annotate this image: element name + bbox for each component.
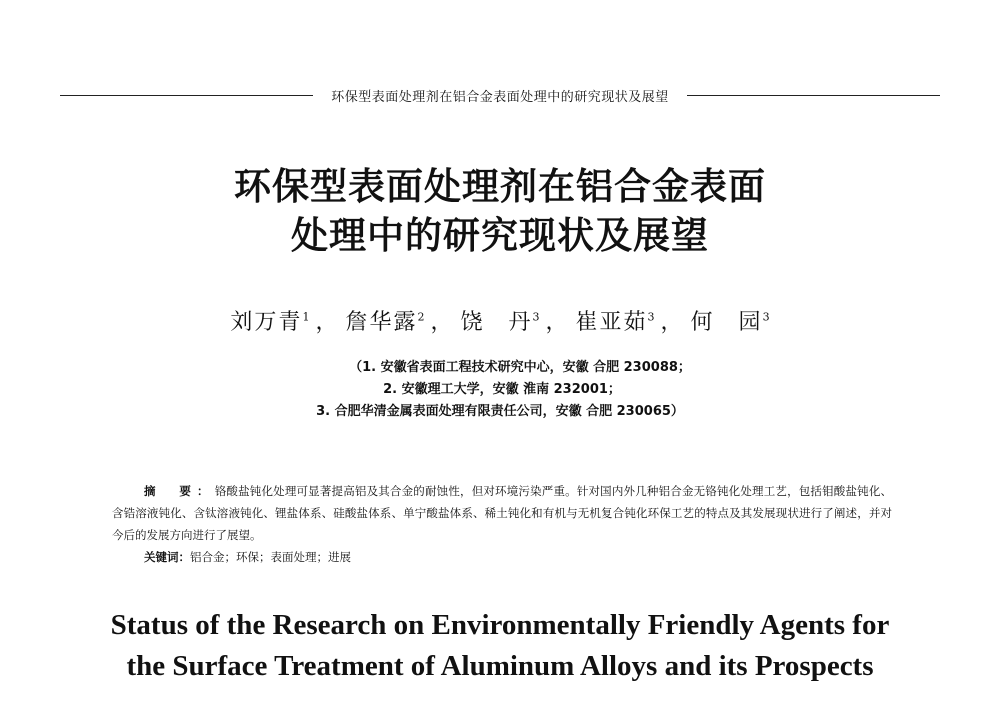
author-name: 詹华露 xyxy=(345,310,418,335)
abstract-text: 铬酸盐钝化处理可显著提高铝及其合金的耐蚀性，但对环境污染严重。针对国内外几种铝合金无铬钝化处理工艺，包括钼酸盐钝化、含锆溶液钝化、含钛溶液钝化、锂盐体系、硅酸盐体系、单宁酸盐体系、稀土钝化和有机与无机复合钝化环保工艺的特点及其发展现状进行了阐述，并对今后的发展方向进行了展望。 xyxy=(112,484,893,542)
abstract-paragraph xyxy=(112,480,892,546)
keywords-label: 关键词： xyxy=(144,550,190,564)
english-title-line-2: the Surface Treatment of Aluminum Alloys and its Prospects xyxy=(126,650,874,682)
author-separator: ， xyxy=(545,310,570,335)
affiliation-list xyxy=(0,357,1000,423)
chinese-title xyxy=(0,162,1000,260)
author-list xyxy=(0,305,1000,336)
author-name: 崔亚茹 xyxy=(575,310,648,335)
author-affiliation-mark: 2 xyxy=(417,310,425,324)
author-affiliation-mark: 3 xyxy=(762,310,770,324)
chinese-title-line-2: 处理中的研究现状及展望 xyxy=(291,213,709,257)
author-name: 何 园 xyxy=(690,310,763,335)
author-name: 饶 丹 xyxy=(460,310,533,335)
header-rule-right xyxy=(687,95,940,96)
author-separator: ， xyxy=(430,310,455,335)
author-separator: ， xyxy=(315,310,340,335)
affiliation-1: （1. 安徽省表面工程技术研究中心，安徽 合肥 230088； xyxy=(349,360,691,375)
author-affiliation-mark: 1 xyxy=(302,310,310,324)
abstract-label: 摘 要： xyxy=(144,484,215,498)
author-affiliation-mark: 3 xyxy=(532,310,540,324)
keywords-text: 铝合金；环保；表面处理；进展 xyxy=(190,550,351,564)
affiliation-3: 3. 合肥华清金属表面处理有限责任公司，安徽 合肥 230065） xyxy=(316,404,684,419)
keywords-line xyxy=(112,546,892,568)
english-title xyxy=(0,605,1000,687)
author-affiliation-mark: 3 xyxy=(647,310,655,324)
author-separator: ， xyxy=(660,310,685,335)
affiliation-2: 2. 安徽理工大学，安徽 淮南 232001； xyxy=(383,382,621,397)
english-title-line-1: Status of the Research on Environmentally Friendly Agents for xyxy=(110,609,890,641)
abstract-section xyxy=(112,480,892,568)
author-name: 刘万青 xyxy=(230,310,303,335)
running-header xyxy=(60,86,940,105)
chinese-title-line-1: 环保型表面处理剂在铝合金表面 xyxy=(234,164,766,208)
running-header-text: 环保型表面处理剂在铝合金表面处理中的研究现状及展望 xyxy=(331,90,669,105)
header-rule-left xyxy=(60,95,313,96)
